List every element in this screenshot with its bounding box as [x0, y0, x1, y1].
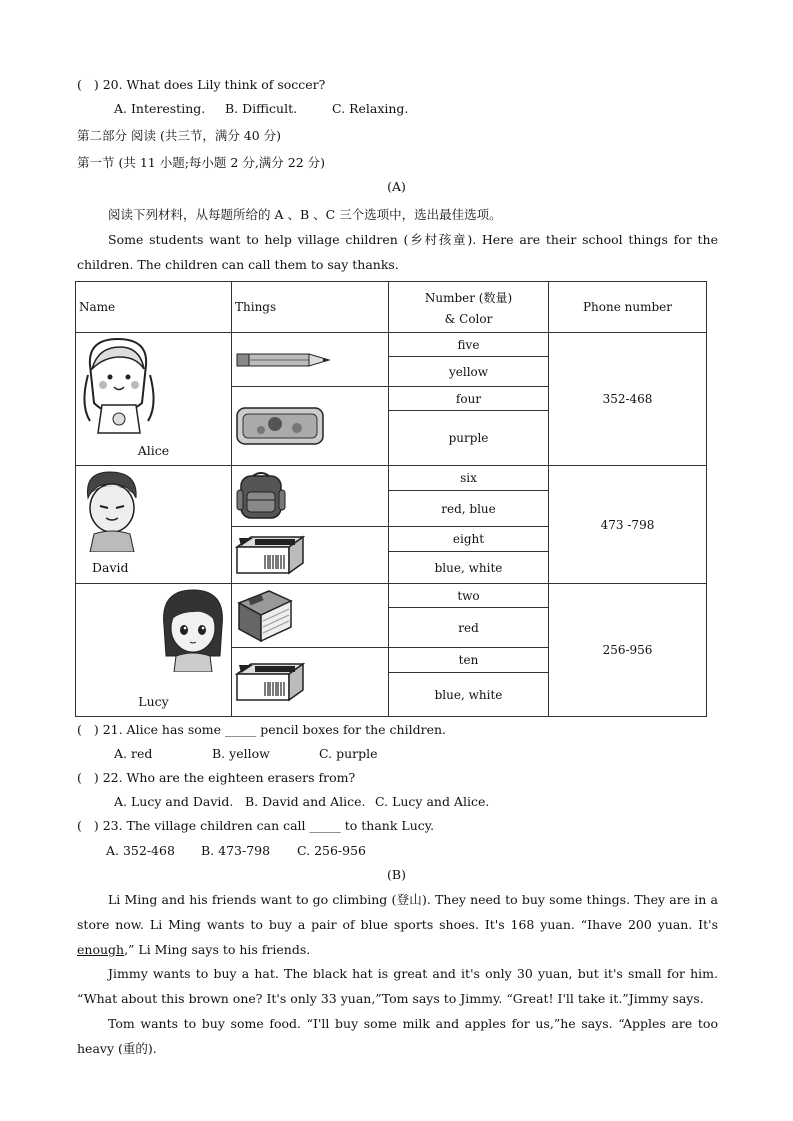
question-text: 22. Who are the eighteen erasers from?	[102, 770, 356, 785]
option-a: A. 352-468	[106, 843, 175, 858]
person-name-lucy: Lucy	[138, 694, 169, 709]
passage-a-label: (A)	[387, 179, 406, 194]
number-cell: five	[389, 333, 549, 357]
header-name: Name	[76, 282, 232, 333]
pencil-icon	[235, 350, 331, 370]
name-cell-alice	[76, 333, 232, 466]
question-text: 20. What does Lily think of soccer?	[102, 77, 326, 92]
color-cell: red, blue	[389, 491, 549, 527]
number-cell: six	[389, 466, 549, 491]
question-23	[77, 818, 434, 833]
header-things: Things	[232, 282, 389, 333]
phone-cell-lucy: 256-956	[549, 584, 707, 717]
table-row	[76, 333, 707, 357]
answer-paren: (	[77, 770, 82, 785]
lucy-portrait-icon	[158, 586, 228, 672]
passage-b-paragraph-1: Li Ming and his friends want to go climbing (登山). They need to buy some things. They are in a store now. Li Ming wants to buy a pair of blue sports shoes. It's 168 yuan. “Ihave 200 yuan. It's enough,” Li Ming says to his friends.	[77, 892, 718, 957]
header-phone: Phone number	[549, 282, 707, 333]
option-a: A. red	[114, 746, 153, 761]
option-c: C. Relaxing.	[332, 101, 409, 116]
passage-b-label: (B)	[387, 867, 406, 882]
color-cell: yellow	[389, 357, 549, 387]
option-c: C. Lucy and Alice.	[375, 794, 490, 809]
backpack-icon	[235, 470, 287, 522]
thing-cell	[232, 333, 389, 387]
question-text: 21. Alice has some _____ pencil boxes for the children.	[102, 722, 446, 737]
answer-paren-close: )	[93, 770, 99, 785]
table-row	[76, 584, 707, 608]
name-cell-david	[76, 466, 232, 584]
option-b: B. 473-798	[201, 843, 271, 858]
passage-b-paragraph-3: Tom wants to buy some food. “I'll buy some milk and apples for us,”he says. “Apples are too heavy (重的).	[77, 1016, 718, 1056]
underlined-word: enough	[77, 942, 125, 957]
option-c: C. purple	[319, 746, 378, 761]
answer-paren: (	[77, 722, 82, 737]
question-20-options	[114, 101, 408, 116]
person-name-alice: Alice	[137, 443, 170, 458]
option-b: B. Difficult.	[225, 101, 298, 116]
option-a: A. Lucy and David.	[114, 794, 234, 809]
option-b: B. yellow	[212, 746, 270, 761]
header-number-color: Number (数量) & Color	[389, 282, 549, 333]
color-cell: purple	[389, 411, 549, 466]
option-b: B. David and Alice.	[245, 794, 366, 809]
donation-table	[75, 281, 707, 717]
table-row	[76, 466, 707, 491]
thing-cell	[232, 527, 389, 584]
answer-paren: (	[77, 818, 82, 833]
david-portrait-icon	[80, 468, 144, 552]
table-header-row	[76, 282, 707, 333]
question-23-options	[106, 843, 366, 858]
thing-cell	[232, 648, 389, 717]
option-c: C. 256-956	[297, 843, 367, 858]
question-text: 23. The village children can call _____ to thank Lucy.	[102, 818, 435, 833]
alice-portrait-icon	[80, 335, 160, 435]
pencil-box-icon	[235, 404, 325, 448]
number-cell: two	[389, 584, 549, 608]
question-22	[77, 770, 355, 785]
thing-cell	[232, 466, 389, 527]
color-cell: red	[389, 608, 549, 648]
color-cell: blue, white	[389, 552, 549, 584]
passage-a-intro: Some students want to help village children (乡村孩童). Here are their school things for the children. The children can call them to say thanks.	[77, 232, 718, 272]
number-cell: eight	[389, 527, 549, 552]
eraser-icon	[235, 533, 305, 577]
passage-b-paragraph-2: Jimmy wants to buy a hat. The black hat is great and it's only 30 yuan, but it's small for him. “What about this brown one? It's only 33 yuan,”Tom says to Jimmy. “Great! I'll take it.”Jimmy says.	[77, 966, 718, 1006]
number-cell: four	[389, 387, 549, 411]
thing-cell	[232, 584, 389, 648]
answer-paren: (	[77, 77, 82, 92]
question-21	[77, 722, 446, 737]
answer-paren-close: )	[93, 77, 99, 92]
phone-cell-alice: 352-468	[549, 333, 707, 466]
option-a: A. Interesting.	[114, 101, 206, 116]
dictionary-icon	[235, 589, 293, 643]
passage-a-instruction: 阅读下列材料，从每题所给的 A 、B 、C 三个选项中，选出最佳选项。	[108, 207, 502, 222]
color-cell: blue, white	[389, 673, 549, 717]
name-cell-lucy	[76, 584, 232, 717]
part-2-title: 第二部分 阅读 (共三节，满分 40 分)	[77, 128, 282, 143]
question-22-options	[114, 794, 489, 809]
number-cell: ten	[389, 648, 549, 673]
question-21-options	[114, 746, 378, 761]
eraser-icon	[235, 660, 305, 704]
answer-paren-close: )	[93, 722, 99, 737]
question-20	[77, 77, 325, 92]
person-name-david: David	[92, 560, 129, 575]
thing-cell	[232, 387, 389, 466]
section-1-title: 第一节 (共 11 小题;每小题 2 分,满分 22 分)	[77, 155, 326, 170]
phone-cell-david: 473 -798	[549, 466, 707, 584]
answer-paren-close: )	[93, 818, 99, 833]
